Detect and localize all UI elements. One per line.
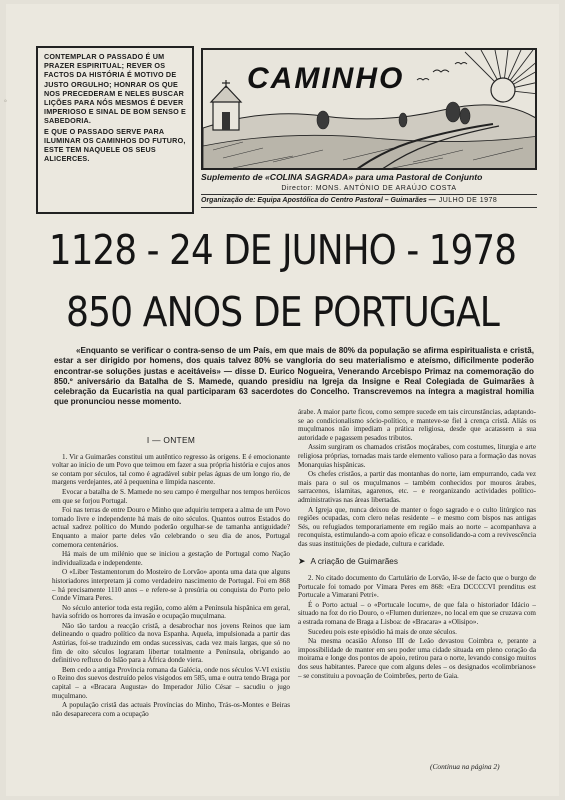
article-column-left	[52, 434, 290, 719]
article-paragraph: Sucedeu pois este episódio há mais de onze séculos.	[308, 627, 457, 636]
arrow-bullet-icon: ➤	[298, 555, 306, 566]
article-paragraph: Foi nas terras de entre Douro e Minho que adquiriu tempera a alma de um Povo tornado livre e independente há mais de oito séculos. Quantos outros Estados do actual xadrez político do Mundo poderão orgulhar-se de tamanha antiguidade? Enquanto a maior parte deles vão celebrando o seu dia de anos, Portugal comemora centenários.	[52, 506, 290, 549]
headline-dates: 1128 - 24 DE JUNHO - 1978	[48, 226, 517, 274]
headline-title: 850 ANOS DE PORTUGAL	[65, 288, 500, 336]
masthead-director: Director: MONS. ANTÓNIO DE ARAÚJO COSTA	[281, 185, 457, 192]
article-paragraph: 2. No citado documento do Cartulário de Lorvão, lê-se de facto que o burgo de Portucale foi tomado por Vímara Peres em 868: «Era DCCCCVI prenditus est Portucale a Vimarani Petri».	[298, 574, 536, 600]
newspaper-page	[6, 4, 559, 796]
article-paragraph: Os chefes cristãos, a partir das montanhas do norte, iam empurrando, cada vez mais para o sul os muçulmanos – também conhecidos por mouros árabes, sarracenos, islamitas, agarenos, etc. – e reorganizando actividades político-administrativas nas áreas libertadas.	[298, 470, 536, 504]
continued-note: (Continua na página 2)	[430, 762, 500, 771]
intro-paragraph: «Enquanto se verificar o contra-senso de um País, em que mais de 80% da população se afirma espiritualista e cristã, estar a ser dirigido por homens, dos quais talvez 80% se vangloria do seu materialismo e ateísmo, dificilmente poderão encontrar-se soluções justas e aceitáveis» — disse D. Eurico Nogueira, Venerando Arcebispo Primaz na comemoração do 850.º aniversário da Batalha de S. Mamede, quando presidiu na Igreja da Insigne e Real Colegiada de Guimarães à celebração da Eucaristia na qual participaram 63 sacerdotes do Concelho. Transcrevemos na íntegra a magistral homilia que pronunciou nesse momento.	[54, 346, 534, 407]
article-paragraph: Evocar a batalha de S. Mamede no seu campo é mergulhar nos tempos heróicos em que se forjou Portugal.	[52, 487, 290, 505]
article-paragraph: árabe. A maior parte ficou, como sempre sucede em tais circunstâncias, adaptando-se ao condicionalismo sócio-político, e manteve-se fiel à crença cristã. Aliás os muçulmanos não impediam a prática religiosa, desde que acatassem a sua autoridade e pagassem pesados tributos.	[298, 408, 536, 442]
section-heading-text: A criação de Guimarães	[310, 556, 398, 566]
section-heading-ontem: I — ONTEM	[146, 435, 196, 445]
article-paragraph: Bem cedo a antiga Província romana da Galécia, onde nos séculos V-VI existiu o Reino dos suevos destruído pelos visigodos em 585, uma e outra tendo Braga por capital – a «Bracara Augusta» do Imperador Júlio César – sacudiu o jugo muçulmano.	[52, 665, 290, 700]
article-paragraph: No século anterior toda esta região, como além a Península hispânica em geral, havia sofrido os horrores da invasão e ocupação muçulmana.	[52, 603, 290, 621]
masthead-subtitle: Suplemento de «COLINA SAGRADA» para uma Pastoral de Conjunto	[201, 172, 483, 182]
organization-text: Organização de: Equipa Apostólica do Centro Pastoral – Guimarães —	[201, 197, 436, 204]
masthead-title: CAMINHO	[247, 62, 405, 95]
article-paragraph: O «Liber Testamentorum do Mosteiro de Lorvão» aponta uma data que alguns historiadores interpretam já como verdadeiro nascimento de Portugal. Foi em 868 – há precisamente 1110 anos – e refere-se à presúria ou conquista do Porto pelo Conde Vímara Peres.	[52, 568, 290, 603]
article-paragraph: É o Porto actual – o «Portucale locum», de que fala o historiador Idácio – situado na foz do rio Douro, o «Flumen durienze», no local em que se cruzava com a estrada romana de Braga a Lisboa: de «Bracara» a «Olisipo».	[298, 600, 536, 627]
show-through-text-left: ˚	[4, 100, 8, 111]
article-column-right	[298, 408, 536, 681]
epigraph-box	[36, 46, 194, 214]
issue-date: JULHO DE 1978	[438, 197, 498, 204]
epigraph-line-2: E QUE O PASSADO SERVE PARA ILUMINAR OS CAMINHOS DO FUTURO, ESTE TEM NAQUELE OS SEUS ALICERCES.	[44, 126, 186, 164]
article-paragraph: A Igreja que, nunca deixou de manter o fogo sagrado e o culto litúrgico nas regiões ocupadas, com clero nelas residente – e mesmo com bispos nas antigas Sés, ou refugiados temporariamente em região mais ao norte – acompanhava a reconquista, estimulando-a com apoio eficaz e consolidando-a com a revivescência das suas instituições de piedade, cultura e caridade.	[298, 505, 536, 548]
epigraph-line-1: CONTEMPLAR O PASSADO É UM PRAZER ESPIRITUAL; REVER OS FACTOS DA HISTÓRIA É MOTIVO DE JUSTO ORGULHO; HONRAR OS QUE NOS PRECEDERAM E NELES BUSCAR LIÇÕES PARA NÓS MESMOS É DEVER IMPERIOSO E SINAL DE BOM SENSO E SABEDORIA.	[44, 52, 187, 126]
masthead-organization	[201, 197, 537, 204]
article-paragraph: Na mesma ocasião Afonso III de Leão devastou Coimbra e, perante a impossibilidade de manter em seu poder uma cidade situada em pleno coração da moirama e longe dos pontos de apoio, retirou para o norte, levando consigo muitos dos seus habitantes. Parece que com alguns deles – os designados «colimbrianos» – se constituiu a povoação de Coimbrões, perto de Gaia.	[298, 637, 536, 680]
masthead-divider	[201, 194, 537, 195]
masthead-banner	[201, 48, 537, 170]
article-paragraph: Não tão tardou a reacção cristã, a desabrochar nos jovens Reinos que iam delineando o quadro político da nova Espanha. Aquela, impulsionada a partir das Astúrias, foi-se traduzindo em ondas sucessivas, cada vez mais largas, que só no fim de oito séculos lograram libertar totalmente a Península, obrigando ao definitivo refluxo do Islão para a África donde viera.	[52, 621, 290, 665]
section-heading-guimaraes	[298, 557, 536, 567]
article-paragraph: Há mais de um milénio que se iniciou a gestação de Portugal como Nação individualizada e independente.	[52, 550, 290, 567]
article-paragraph: Assim surgiram os chamados cristãos moçárabes, com costumes, liturgia e arte religiosa próprias, tornadas mais tarde elemento valioso para a formação das novas Monarquias hispânicas.	[298, 443, 536, 469]
masthead-divider-bottom	[201, 207, 537, 208]
article-paragraph: 1. Vir a Guimarães constitui um autêntico regresso às origens. E é emocionante voltar ao início de um Povo que teimou em fazer a sua própria história e cujos anos se contam por séculos, tal como é agradável subir pelas águas de um longo rio, de margens verdejantes, até à pequenina e límpida nascente.	[52, 452, 290, 487]
article-paragraph: A população cristã das actuais Províncias do Minho, Trás-os-Montes e Beiras não desaparecera com a ocupação	[52, 701, 290, 718]
